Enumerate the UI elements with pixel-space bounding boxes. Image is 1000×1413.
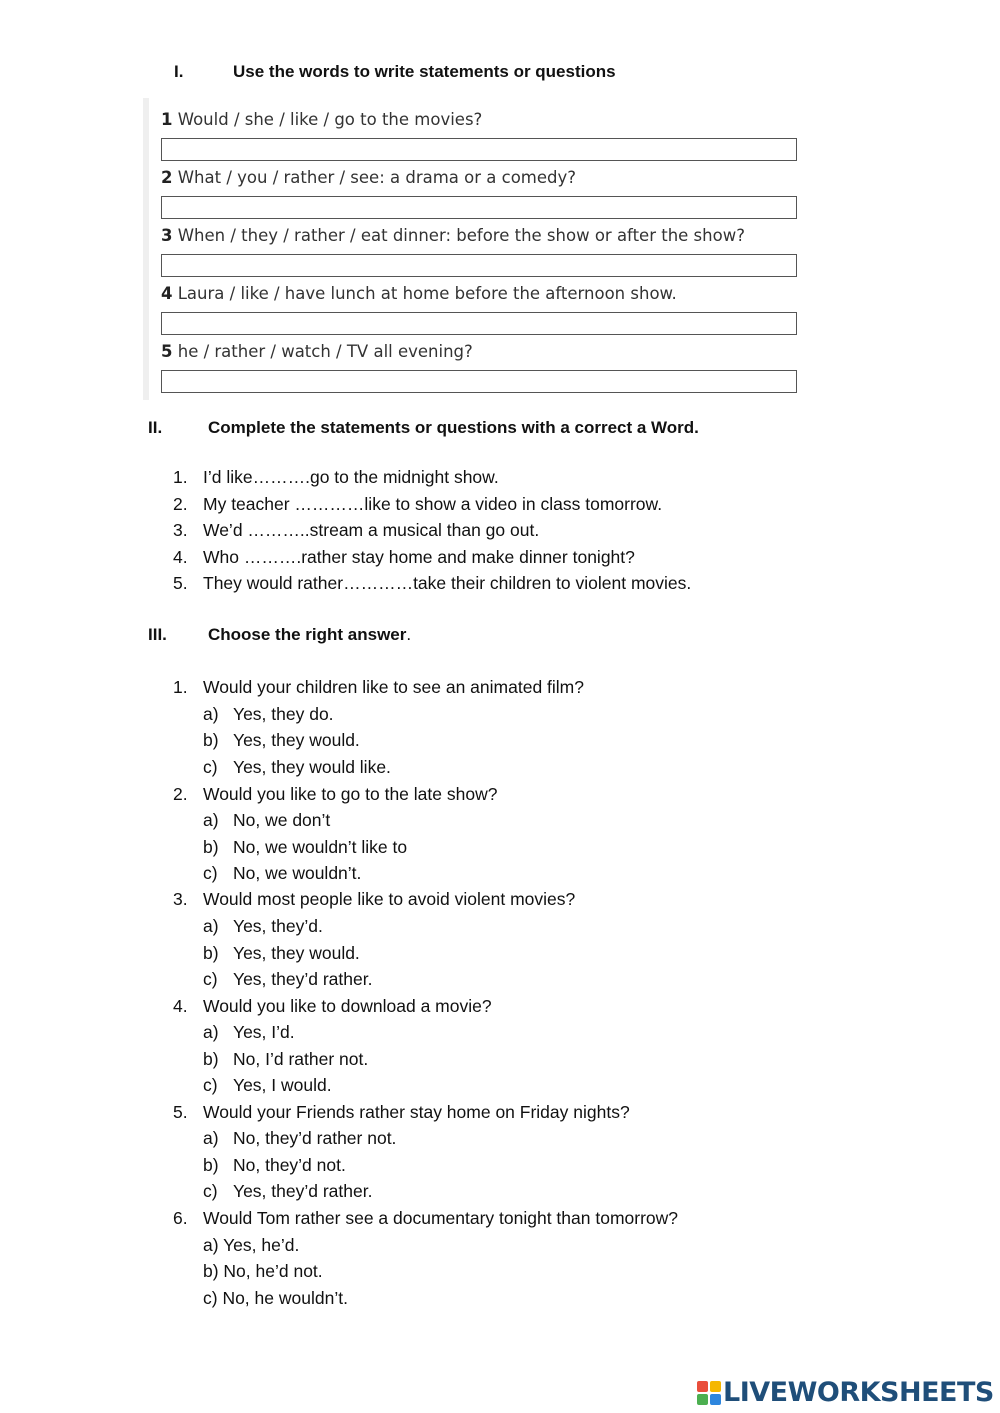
section-1-number: I. xyxy=(174,62,184,81)
exercise-1-prompt: 4 Laura / like / have lunch at home before the afternoon show. xyxy=(161,284,677,303)
section-2-number: II. xyxy=(148,418,163,437)
answer-box-4[interactable] xyxy=(161,312,797,335)
exercise-1-prompt: 1 Would / she / like / go to the movies? xyxy=(161,110,483,129)
section-3-title: Choose the right answer xyxy=(208,625,407,644)
section-1-title: Use the words to write statements or questions xyxy=(233,62,616,81)
answer-box-1[interactable] xyxy=(161,138,797,161)
liveworksheets-logo-icon xyxy=(697,1381,721,1405)
liveworksheets-logo-text: LIVEWORKSHEETS xyxy=(723,1377,994,1408)
answer-option[interactable]: c) No, he wouldn’t. xyxy=(203,1288,348,1308)
panel-left-bar xyxy=(143,98,149,400)
section-1-heading xyxy=(174,62,774,84)
answer-box-5[interactable] xyxy=(161,370,797,393)
logo-square xyxy=(697,1394,708,1405)
liveworksheets-logo[interactable] xyxy=(697,1377,997,1409)
exercise-1-panel xyxy=(143,98,805,400)
exercise-1-prompt: 2 What / you / rather / see: a drama or a comedy? xyxy=(161,168,577,187)
section-2-heading xyxy=(148,418,848,440)
logo-square xyxy=(710,1381,721,1392)
logo-square xyxy=(697,1381,708,1392)
section-3-heading: III. Choose the right answer. xyxy=(148,625,412,644)
answer-box-3[interactable] xyxy=(161,254,797,277)
logo-square xyxy=(710,1394,721,1405)
section-2-title: Complete the statements or questions with a correct a Word. xyxy=(208,418,699,437)
answer-option[interactable]: a) Yes, he’d. xyxy=(203,1235,300,1255)
exercise-1-prompt: 5 he / rather / watch / TV all evening? xyxy=(161,342,473,361)
section-3-number: III. xyxy=(148,625,167,644)
answer-option[interactable]: b) No, he’d not. xyxy=(203,1261,323,1281)
exercise-1-prompt: 3 When / they / rather / eat dinner: before the show or after the show? xyxy=(161,226,745,245)
answer-box-2[interactable] xyxy=(161,196,797,219)
